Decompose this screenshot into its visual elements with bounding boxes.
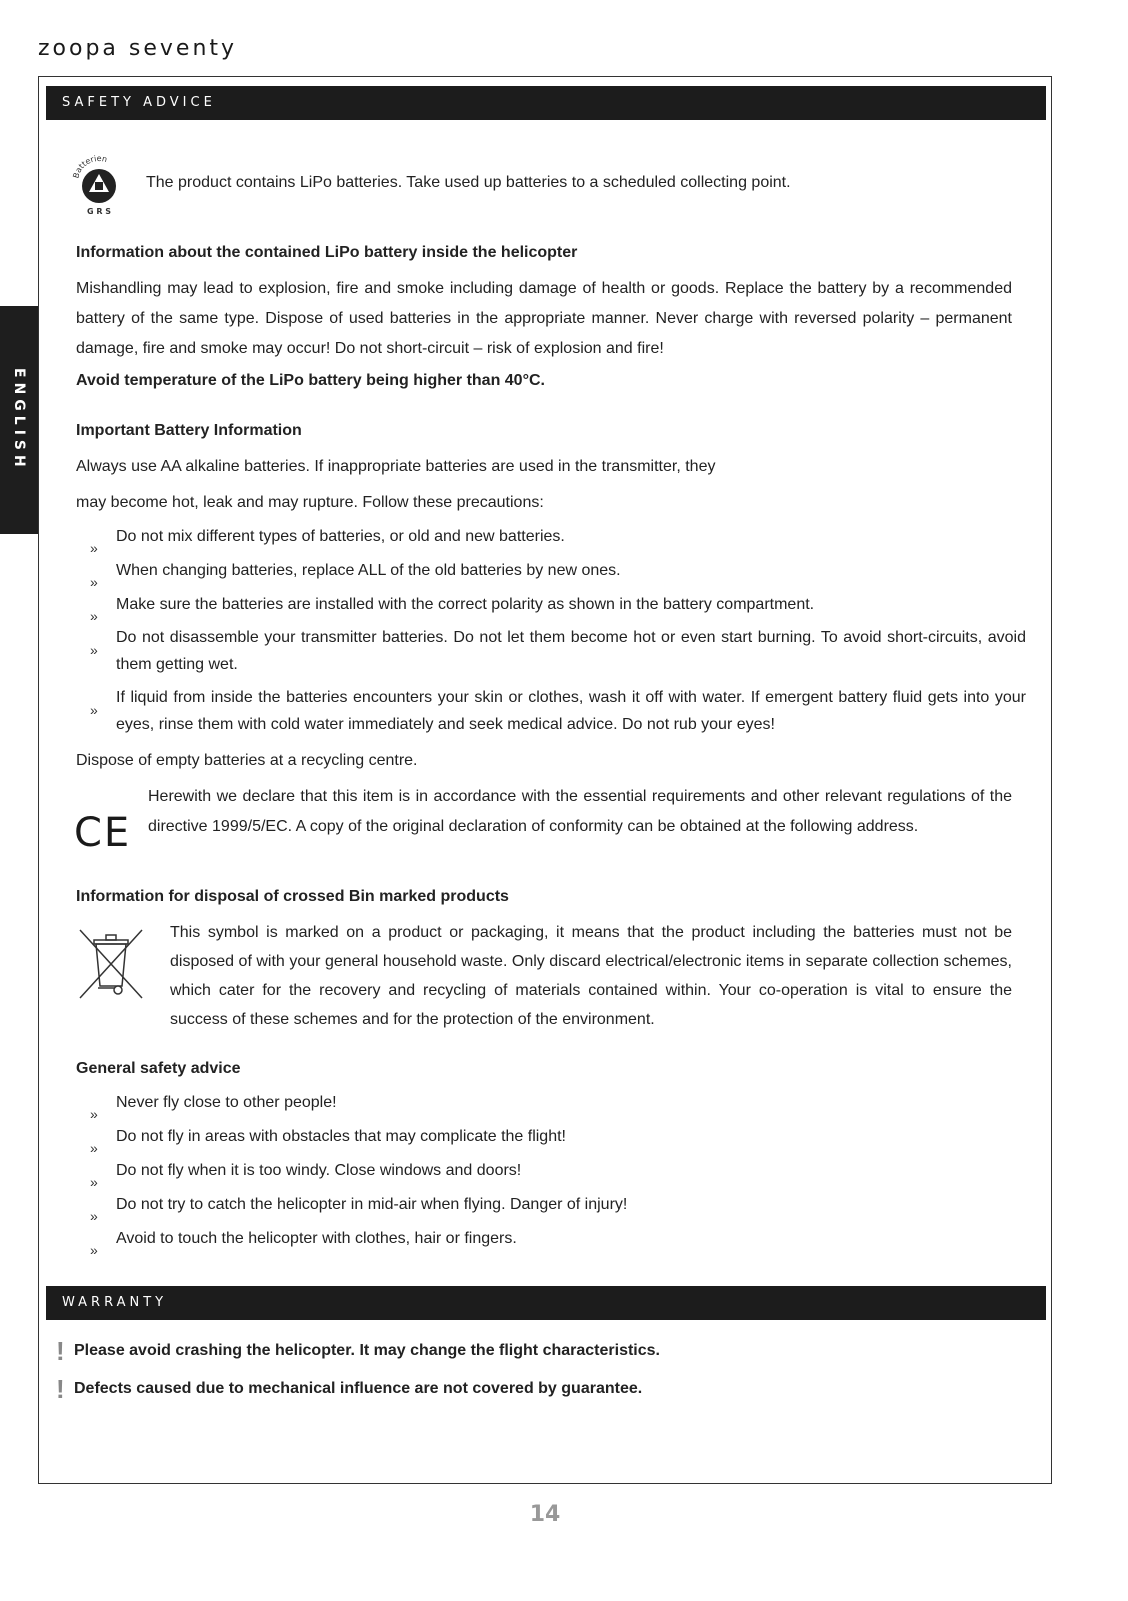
disposal-heading: Information for disposal of crossed Bin marked products bbox=[76, 888, 509, 905]
bullet-marker: » bbox=[90, 540, 98, 556]
safety-advice-header: SAFETY ADVICE bbox=[46, 86, 1046, 120]
grs-battery-recycle-icon bbox=[70, 154, 128, 216]
lipo-info-heading: Information about the contained LiPo battery inside the helicopter bbox=[76, 244, 578, 261]
battery-info-heading: Important Battery Information bbox=[76, 422, 302, 439]
language-tab-label: ENGLISH bbox=[11, 368, 27, 472]
grs-bottom-text: G R S bbox=[86, 207, 112, 216]
battery-dispose-note: Dispose of empty batteries at a recycling centre. bbox=[76, 752, 418, 769]
battery-precaution-item: Do not disassemble your transmitter batteries. Do not let them become hot or even start burning. To avoid short-circuits, avoid them getting wet. bbox=[116, 629, 1026, 673]
crossed-bin-icon bbox=[76, 926, 146, 1002]
battery-precaution-item: If liquid from inside the batteries encounters your skin or clothes, wash it off with water. If emergent battery fluid gets into your eyes, rinse them with cold water immediately and seek medical advice. Do not rub your eyes! bbox=[116, 689, 1026, 733]
battery-info-line-2: may become hot, leak and may rupture. Follow these precautions: bbox=[76, 494, 544, 511]
lipo-temperature-warning: Avoid temperature of the LiPo battery being higher than 40°C. bbox=[76, 372, 545, 389]
warranty-header: WARRANTY bbox=[46, 1286, 1046, 1320]
ce-declaration: Herewith we declare that this item is in accordance with the essential requirements and other relevant regulations of the directive 1999/5/EC. A copy of the original declaration of conformity can be obtained at the following address. bbox=[148, 788, 1012, 835]
bullet-marker: » bbox=[90, 1242, 98, 1258]
battery-info-line-1: Always use AA alkaline batteries. If inappropriate batteries are used in the transmitter, they bbox=[76, 458, 716, 475]
bullet-marker: » bbox=[90, 608, 98, 624]
battery-precaution-item: Do not mix different types of batteries, or old and new batteries. bbox=[116, 528, 565, 545]
bullet-marker: » bbox=[90, 702, 98, 718]
exclamation-icon: ! bbox=[56, 1336, 65, 1366]
bullet-marker: » bbox=[90, 1106, 98, 1122]
general-safety-heading: General safety advice bbox=[76, 1060, 241, 1077]
general-safety-item: Avoid to touch the helicopter with clothes, hair or fingers. bbox=[116, 1230, 517, 1247]
exclamation-icon: ! bbox=[56, 1374, 65, 1404]
warranty-item: Defects caused due to mechanical influence are not covered by guarantee. bbox=[74, 1380, 643, 1397]
bullet-marker: » bbox=[90, 1208, 98, 1224]
battery-precaution-item: When changing batteries, replace ALL of the old batteries by new ones. bbox=[116, 562, 621, 579]
general-safety-item: Do not fly when it is too windy. Close windows and doors! bbox=[116, 1162, 522, 1179]
bullet-marker: » bbox=[90, 1174, 98, 1190]
general-safety-item: Do not fly in areas with obstacles that may complicate the flight! bbox=[116, 1128, 566, 1145]
page-number: 14 bbox=[529, 1502, 561, 1527]
bullet-marker: » bbox=[90, 1140, 98, 1156]
warranty-item: Please avoid crashing the helicopter. It may change the flight characteristics. bbox=[74, 1342, 660, 1359]
grs-top-text: Batterien bbox=[71, 154, 109, 180]
language-tab bbox=[0, 306, 38, 534]
lipo-info-body: Mishandling may lead to explosion, fire and smoke including damage of health or goods. Replace the battery by a recommended battery of the same type. Dispose of used batteries in the appropriate manner. Never charge with reversed polarity – permanent damage, fire and smoke may occur! Do not short-circuit – risk of explosion and fire! bbox=[76, 280, 1012, 357]
general-safety-item: Never fly close to other people! bbox=[116, 1094, 337, 1111]
ce-mark-icon: CE bbox=[74, 810, 132, 856]
bullet-marker: » bbox=[90, 574, 98, 590]
battery-precaution-item: Make sure the batteries are installed with the correct polarity as shown in the battery compartment. bbox=[116, 596, 815, 613]
general-safety-item: Do not try to catch the helicopter in mid-air when flying. Danger of injury! bbox=[116, 1196, 628, 1213]
brand-logo: zoopa seventy bbox=[38, 36, 238, 61]
lipo-notice: The product contains LiPo batteries. Take used up batteries to a scheduled collecting point. bbox=[146, 174, 791, 191]
bullet-marker: » bbox=[90, 642, 98, 658]
disposal-text: This symbol is marked on a product or packaging, it means that the product including the batteries must not be disposed of with your general household waste. Only discard electrical/electronic items in separate collection schemes, which cater for the recovery and recycling of materials contained within. Your co-operation is vital to ensure the success of these schemes and for the protection of the environment. bbox=[170, 924, 1012, 1028]
